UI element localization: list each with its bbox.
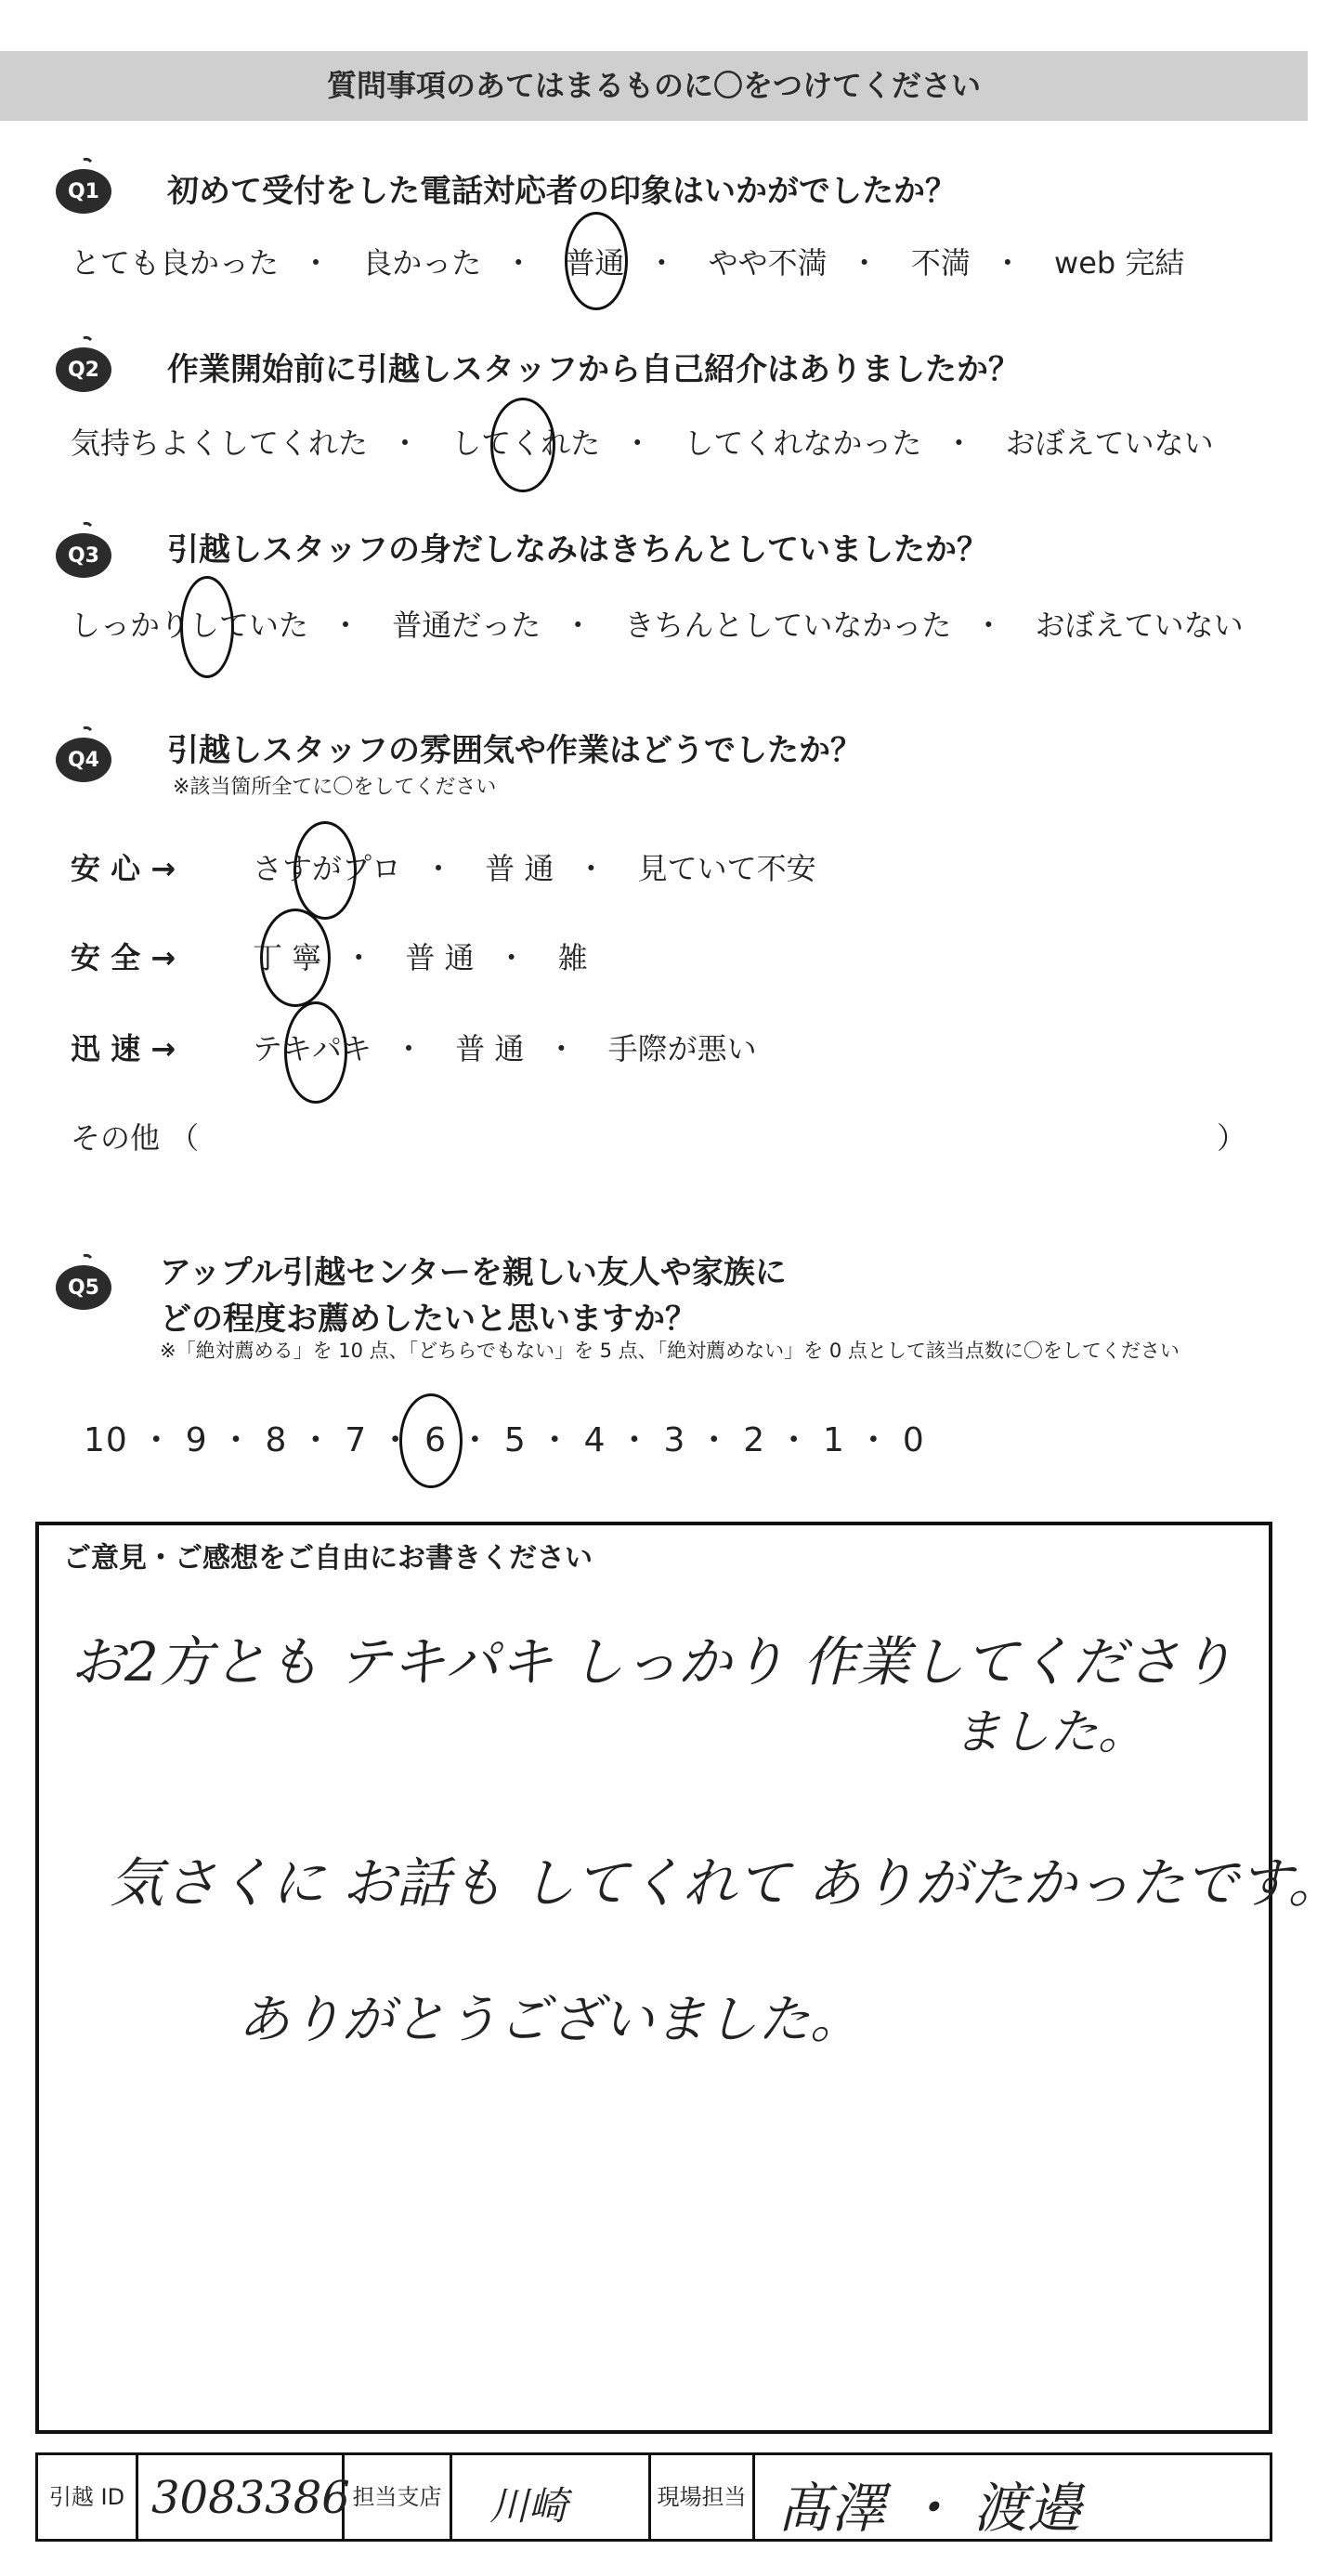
q4-option[interactable]: 普 通: [455, 1031, 525, 1066]
q1-option[interactable]: 普通: [565, 245, 625, 281]
q4-note: ※該当箇所全てに〇をしてください: [173, 776, 497, 799]
id-value-cell[interactable]: [138, 2455, 350, 2539]
staff-value: 髙澤 ・ 渡邉: [777, 2477, 1081, 2540]
q1-option[interactable]: 良かった: [362, 245, 482, 281]
q4-question: 引越しスタッフの雰囲気や作業はどうでしたか？: [167, 732, 862, 769]
q5-note: ※「絶対薦める」を 10 点、「どちらでもない」を 5 点、「絶対薦めない」を 0 点として該当点数に〇をしてください: [160, 1340, 1180, 1362]
comment-line: お2方とも テキパキ しっかり 作業してくださり: [71, 1630, 1234, 1693]
footer-table: [35, 2452, 1272, 2542]
q4-row-label: 迅 速 →: [71, 1031, 176, 1066]
q5-question-line2: どの程度お薦めしたいと思いますか？: [160, 1301, 697, 1338]
branch-value: 川崎: [489, 2483, 568, 2529]
q3-option[interactable]: おぼえていない: [1035, 608, 1244, 643]
comment-line: 気さくに お話も してくれて ありがたかったです。: [110, 1851, 1342, 1915]
q4-row-label: 安 全 →: [71, 940, 176, 975]
q4-option[interactable]: 丁 寧: [253, 940, 322, 975]
q1-option[interactable]: 不満: [910, 245, 971, 281]
q4-selected-circle: [284, 1001, 347, 1104]
q4-other-label: その他 （: [71, 1120, 200, 1156]
q4-selected-circle: [293, 821, 357, 920]
q1-option[interactable]: とても良かった: [71, 245, 280, 281]
staff-label-cell: [651, 2455, 755, 2539]
q5-scale[interactable]: 10 ・ 9 ・ 8 ・ 7 ・ 6 ・ 5 ・ 4 ・ 3 ・ 2 ・ 1 ・ 0: [84, 1421, 925, 1459]
q4-row-label: 安 心 →: [71, 851, 176, 886]
q2-badge-label: Q2: [67, 359, 99, 382]
q4-badge-label: Q4: [67, 749, 99, 772]
q4-selected-circle: [260, 909, 331, 1007]
id-value: 3083386: [151, 2472, 350, 2524]
q3-question: 引越しスタッフの身だしなみはきちんとしていましたか？: [167, 531, 988, 569]
staff-label: 現場担当: [657, 2484, 747, 2510]
q3-option[interactable]: 普通だった: [392, 608, 541, 643]
q4-option[interactable]: テキパキ: [253, 1031, 372, 1066]
q3-option[interactable]: しっかりしていた: [71, 608, 309, 643]
branch-value-cell[interactable]: [452, 2455, 651, 2539]
q1-option[interactable]: web 完結: [1054, 245, 1185, 281]
q4-row-options: テキパキ ・ 普 通 ・ 手際が悪い: [253, 1031, 757, 1066]
q5-question-line1: アップル引越センターを親しい友人や家族に: [160, 1254, 787, 1291]
q2-selected-circle: [490, 398, 555, 492]
q4-option[interactable]: 手際が悪い: [607, 1031, 757, 1066]
q4-row-options: 丁 寧 ・ 普 通 ・ 雑: [253, 940, 588, 975]
q3-badge-label: Q3: [67, 544, 99, 568]
branch-label: 担当支店: [352, 2484, 442, 2510]
q2-options: 気持ちよくしてくれた ・ してくれた ・ してくれなかった ・ おぼえていない: [71, 425, 1214, 461]
q1-option[interactable]: やや不満: [708, 245, 828, 281]
comment-line: ました。: [953, 1705, 1147, 1760]
comment-line: ありがとうございました。: [238, 1990, 862, 2050]
q4-option[interactable]: さすがプロ: [253, 851, 402, 886]
id-label-cell: [38, 2455, 138, 2539]
q4-row-options: さすがプロ ・ 普 通 ・ 見ていて不安: [253, 851, 816, 886]
q4-option[interactable]: 雑: [557, 940, 588, 975]
q3-option[interactable]: きちんとしていなかった: [624, 608, 952, 643]
q1-selected-circle: [565, 212, 628, 310]
q2-option[interactable]: してくれなかった: [684, 425, 922, 461]
q2-question: 作業開始前に引越しスタッフから自己紹介はありましたか？: [167, 351, 1020, 388]
q3-options: しっかりしていた ・ 普通だった ・ きちんとしていなかった ・ おぼえていない: [71, 608, 1244, 643]
q2-option[interactable]: してくれた: [451, 425, 601, 461]
staff-value-cell[interactable]: [755, 2455, 1270, 2539]
branch-label-cell: [345, 2455, 452, 2539]
q2-option[interactable]: おぼえていない: [1005, 425, 1214, 461]
page-title: 質問事項のあてはまるものに〇をつけてください: [326, 68, 981, 103]
q4-option[interactable]: 普 通: [405, 940, 475, 975]
q5-selected-circle: [399, 1393, 463, 1488]
q1-badge-label: Q1: [67, 180, 99, 203]
q1-question: 初めて受付をした電話対応者の印象はいかがでしたか？: [167, 173, 957, 210]
q3-selected-circle: [180, 576, 234, 678]
comment-title: ご意見・ご感想をご自由にお書きください: [63, 1542, 593, 1575]
q4-other-close: ）: [1217, 1120, 1247, 1156]
q4-option[interactable]: 見ていて不安: [637, 851, 816, 886]
q1-options: とても良かった ・ 良かった ・ 普通 ・ やや不満 ・ 不満 ・ web 完結: [71, 245, 1185, 281]
q2-option[interactable]: 気持ちよくしてくれた: [71, 425, 369, 461]
q5-badge-label: Q5: [67, 1276, 99, 1300]
q4-option[interactable]: 普 通: [485, 851, 554, 886]
id-label: 引越 ID: [48, 2484, 125, 2510]
